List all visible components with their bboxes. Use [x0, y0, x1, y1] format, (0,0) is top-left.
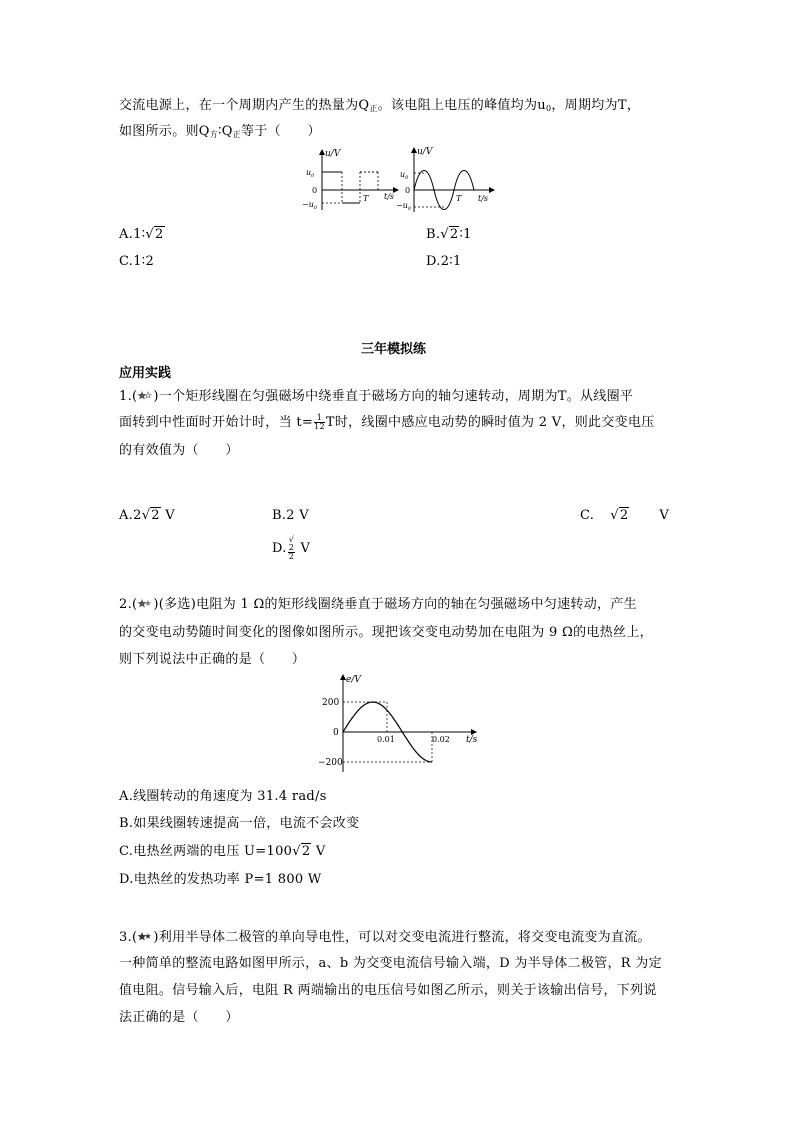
square-wave-plot: [302, 149, 398, 211]
sine-wave-plot: [396, 147, 494, 212]
q1-line-3: 的有效值为（ ）: [119, 443, 239, 458]
difficulty-star-icon: [137, 390, 153, 401]
figure-1-waveforms: [300, 146, 500, 214]
q1-option-d: D. √ 2 2 V: [272, 535, 311, 561]
q2-option-b: B.如果线圈转速提高一倍，电流不会改变: [119, 816, 360, 831]
q0-option-a: A.1∶√2: [119, 227, 164, 242]
intro-line-2: 如图所示。则$Q_方∶Q_正$等于（ ）: [119, 124, 321, 139]
subsection-title: 应用实践: [119, 366, 172, 381]
difficulty-star-icon: [137, 598, 153, 609]
svg-text:u0: $u_0$: [306, 168, 315, 179]
svg-text:−u0: $-u_0$: [396, 201, 412, 212]
q0-option-d: D.2∶1: [426, 254, 462, 269]
svg-text:−u0: $-u_0$: [302, 200, 318, 211]
fig2-y-zero: 0: [333, 728, 339, 738]
svg-text:u0: $u_0$: [400, 170, 409, 181]
q2-line-2: 的交变电动势随时间变化的图像如图所示。现把该交变电动势加在电阻为 9 Ω的电热丝上，: [119, 625, 653, 640]
q0-option-b: B.√2∶1: [426, 227, 472, 242]
section-title: 三年模拟练: [361, 342, 427, 357]
fig2-x1: 0.01: [377, 735, 395, 744]
q1-option-a: A.2√2 V: [119, 508, 175, 523]
fig2-x2: 0.02: [432, 735, 450, 744]
q3-line-1: 3.( )利用半导体二极管的单向导电性，可以对交变电流进行整流，将交变电流变为直流。: [119, 930, 651, 945]
fig2-y-top: 200: [322, 698, 340, 708]
svg-text:t/s: t/s: [478, 194, 489, 203]
q0-option-c: C.1∶2: [119, 254, 155, 269]
svg-text:T: T: [456, 194, 462, 203]
q2-option-d: D.电热丝的发热功率 P=1 800 W: [119, 872, 322, 887]
difficulty-star-icon: [137, 931, 153, 942]
q2-option-c: C.电热丝两端的电压 U=100√2 V: [119, 844, 326, 859]
fig1-left-ylabel: u/V: [325, 149, 341, 159]
q1-line-2: 面转到中性面时开始计时，当 t= $\frac{1}{12}$ T时，线圈中感应电动势的瞬时值为 2 V，则此交变电压: [119, 413, 655, 431]
q2-option-a: A.线圈转动的角速度为 31.4 rad/s: [119, 789, 327, 804]
fig2-xlabel: t/s: [466, 735, 478, 745]
q3-line-2: 一种简单的整流电路如图甲所示，a、b 为交变电流信号输入端，D 为半导体二极管，R 为定: [119, 956, 662, 971]
svg-text:u/V: u/V: [417, 147, 433, 157]
intro-line-1: 交流电源上，在一个周期内产生的热量为$Q_正$。该电阻上电压的峰值均为$u_0$，周期均为T，: [119, 98, 641, 113]
svg-text:0: 0: [405, 186, 411, 195]
svg-text:0: 0: [312, 186, 318, 195]
fig2-ylabel: e/V: [346, 675, 361, 685]
q1-option-c: C. √2 V: [580, 508, 670, 523]
fig2-y-bottom: −200: [318, 758, 343, 768]
q1-line-1: 1.( )一个矩形线圈在匀强磁场中绕垂直于磁场方向的轴匀速转动，周期为T。从线圈平: [119, 389, 634, 404]
svg-text:t/s: t/s: [384, 192, 395, 201]
q3-line-4: 法正确的是（ ）: [119, 1010, 239, 1025]
q3-line-3: 值电阻。信号输入后，电阻 R 两端输出的电压信号如图乙所示，则关于该输出信号，下列说: [119, 983, 657, 998]
q1-option-b: B.2 V: [272, 508, 309, 523]
q2-line-3: 则下列说法中正确的是（ ）: [119, 652, 306, 667]
svg-text:T: T: [363, 194, 369, 203]
figure-2-emf-graph: [316, 672, 484, 776]
q2-line-1: 2.( )(多选)电阻为 1 Ω的矩形线圈绕垂直于磁场方向的轴在匀强磁场中匀速转动，产生: [119, 597, 637, 612]
